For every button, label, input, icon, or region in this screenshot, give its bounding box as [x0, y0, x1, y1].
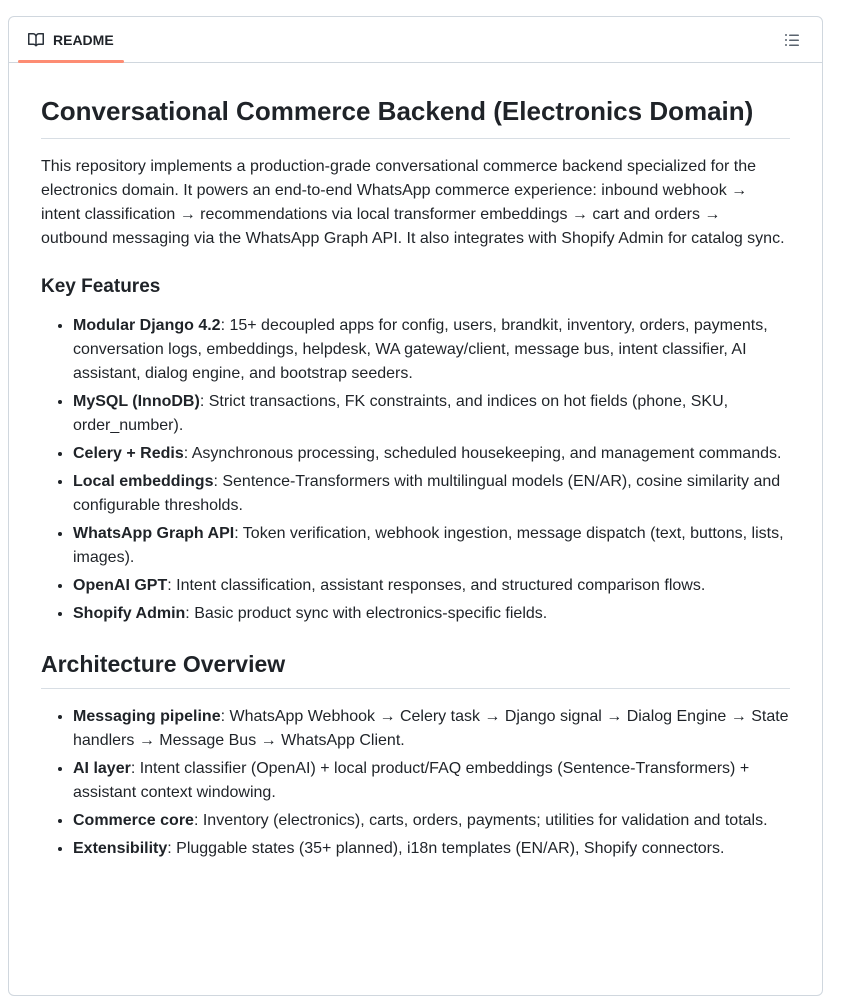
list-item: • OpenAI GPT: Intent classification, assistant responses, and structured comparison flows. [73, 574, 790, 598]
list-item: • Shopify Admin: Basic product sync with electronics-specific fields. [73, 602, 790, 626]
list-item: • AI layer: Intent classifier (OpenAI) + local product/FAQ embeddings (Sentence-Transformers) + assistant context windowing. [73, 757, 790, 805]
tab-readme[interactable] [18, 17, 124, 62]
outline-button[interactable] [778, 26, 806, 54]
list-item: • Modular Django 4.2: 15+ decoupled apps for config, users, brandkit, inventory, orders, payments, conversation logs, embeddings, helpdesk, WA gateway/client, message bus, intent classifier, AI assistant, dialog engine, and bootstrap seeders. [73, 314, 790, 386]
tab-readme-label: README [53, 31, 114, 48]
list-item: • Commerce core: Inventory (electronics), carts, orders, payments; utilities for validation and totals. [73, 809, 790, 833]
list-item: • Celery + Redis: Asynchronous processing, scheduled housekeeping, and management commands. [73, 442, 790, 466]
section-heading-architecture-overview: Architecture Overview [41, 650, 790, 689]
section-heading-key-features: Key Features [41, 275, 161, 297]
list-item: • Local embeddings: Sentence-Transformers with multilingual models (EN/AR), cosine similarity and configurable thresholds. [73, 470, 790, 518]
markdown-body [9, 63, 822, 909]
page-title: Conversational Commerce Backend (Electronics Domain) [41, 95, 790, 139]
key-features-list [41, 314, 790, 626]
list-item: • Extensibility: Pluggable states (35+ planned), i18n templates (EN/AR), Shopify connectors. [73, 837, 790, 861]
architecture-list [41, 705, 790, 861]
readme-header [9, 17, 822, 63]
intro-paragraph: This repository implements a production-grade conversational commerce backend specialized for the electronics domain. It powers an end-to-end WhatsApp commerce experience: inbound webhook → intent classification → recommendations via local transformer embeddings → cart and orders → outbound messaging via the WhatsApp Graph API. It also integrates with Shopify Admin for catalog sync. [41, 157, 785, 247]
list-unordered-icon [784, 32, 800, 48]
readme-card [8, 16, 823, 996]
active-tab-underline [18, 60, 124, 63]
list-item: • MySQL (InnoDB): Strict transactions, FK constraints, and indices on hot fields (phone, SKU, order_number). [73, 390, 790, 438]
list-item: • WhatsApp Graph API: Token verification, webhook ingestion, message dispatch (text, buttons, lists, images). [73, 522, 790, 570]
list-item: • Messaging pipeline: WhatsApp Webhook → Celery task → Django signal → Dialog Engine → State handlers → Message Bus → WhatsApp Client. [73, 705, 790, 753]
book-icon [28, 32, 44, 48]
